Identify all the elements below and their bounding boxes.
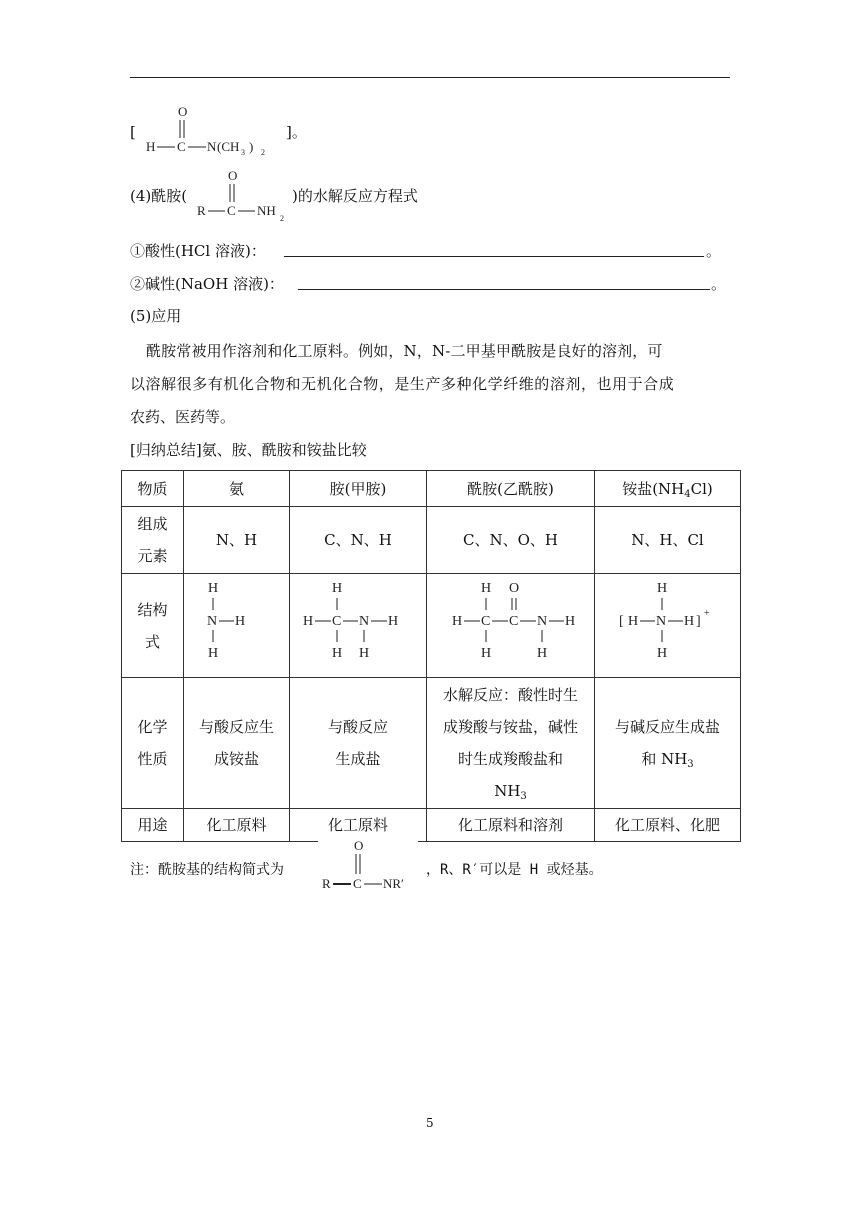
svg-text:H: H <box>235 614 246 629</box>
close-bracket: ]。 <box>286 123 307 141</box>
structure-amide <box>427 574 595 678</box>
header-amine: 胺(甲胺) <box>290 471 427 507</box>
para-line2: 以溶解很多有机化合物和无机化合物，是生产多种化学纤维的溶剂，也用于合成 <box>130 375 675 393</box>
svg-text:H: H <box>481 646 492 661</box>
table-header-row <box>122 471 741 507</box>
acid-answer-blank[interactable] <box>284 256 704 257</box>
svg-text:H: H <box>359 646 370 661</box>
svg-text:H: H <box>388 614 399 629</box>
base-end: 。 <box>711 275 727 293</box>
acid-end: 。 <box>706 242 722 260</box>
amide-sub2: 2 <box>280 214 284 223</box>
elements-amine: C、N、H <box>290 507 427 574</box>
header-substance: 物质 <box>122 471 184 507</box>
use-ammonia: 化工原料 <box>184 809 290 842</box>
para-line3: 农药、医药等。 <box>130 408 236 426</box>
svg-text:O: O <box>509 581 520 596</box>
base-answer-blank[interactable] <box>298 289 710 290</box>
svg-text:N: N <box>359 614 370 629</box>
acetamide-structure <box>427 574 594 666</box>
header-ammonium-salt: 铵盐$(NH_4Cl)$ <box>595 471 741 507</box>
dmf-o: O <box>178 104 188 119</box>
elements-amide: C、N、O、H <box>427 507 595 574</box>
label-properties: 化学 性质 <box>122 678 184 809</box>
svg-text:+: + <box>704 608 710 619</box>
label-elements: 组成 元素 <box>122 507 184 574</box>
note-prefix: 注：酰胺基的结构简式为 <box>130 862 284 878</box>
props-amide: 水解反应：酸性时生 成羧酸与铵盐，碱性 时生成羧酸盐和 $NH_3$ <box>427 678 595 809</box>
open-bracket: [ <box>130 123 136 141</box>
ammonia-structure <box>184 574 289 666</box>
item5-label: (5)应用 <box>130 307 182 325</box>
item4-label: (4)酰胺( <box>130 187 188 205</box>
group-r: R <box>322 876 331 891</box>
svg-text:H: H <box>684 614 695 629</box>
page-number: 5 <box>426 1116 434 1130</box>
svg-text:H: H <box>537 646 548 661</box>
item4-tail: )的水解反应方程式 <box>292 187 418 205</box>
svg-text:H: H <box>481 581 492 596</box>
svg-text:N: N <box>537 614 548 629</box>
elements-ammonia: N、H <box>184 507 290 574</box>
label-structure: 结构 式 <box>122 574 184 678</box>
svg-text:]: ] <box>696 614 701 629</box>
structure-ammonium-salt <box>595 574 741 678</box>
dmf-close: ) <box>249 139 254 154</box>
dmf-ch3: (CH <box>217 139 240 154</box>
table-row-use <box>122 809 741 842</box>
header-ammonia: 氨 <box>184 471 290 507</box>
dmf-sub3: 3 <box>241 148 245 157</box>
svg-text:H: H <box>657 581 668 596</box>
summary-title: [归纳总结]氨、胺、酰胺和铵盐比较 <box>130 441 367 459</box>
svg-text:N: N <box>207 614 218 629</box>
svg-text:H: H <box>657 646 668 661</box>
props-amine: 与酸反应 生成盐 <box>290 678 427 809</box>
amide-o: O <box>228 168 238 183</box>
svg-text:H: H <box>452 614 463 629</box>
table-row-structure <box>122 574 741 678</box>
header-amide: 酰胺(乙酰胺) <box>427 471 595 507</box>
props-ammonium-salt: 与碱反应生成盐 和 $NH_3$ <box>595 678 741 809</box>
svg-text:C: C <box>332 614 342 629</box>
svg-text:[: [ <box>619 614 624 629</box>
para-line1: 酰胺常被用作溶剂和化工原料。例如，N，N-二甲基甲酰胺是良好的溶剂，可 <box>146 342 663 360</box>
svg-text:H: H <box>208 581 219 596</box>
base-label: ②碱性(NaOH 溶液)： <box>130 275 284 293</box>
methylamine-structure <box>290 574 426 666</box>
header-rule <box>130 77 730 78</box>
table-row-properties <box>122 678 741 809</box>
svg-text:H: H <box>208 646 219 661</box>
svg-text:H: H <box>332 646 343 661</box>
group-nr: NR′ <box>383 876 404 891</box>
dmf-sub2: 2 <box>261 148 265 157</box>
structure-ammonia <box>184 574 290 678</box>
note-suffix: ，R、R′可以是 H 或烃基。 <box>426 862 603 878</box>
dmf-h: H <box>146 139 156 154</box>
svg-text:H: H <box>303 614 314 629</box>
svg-text:C: C <box>481 614 491 629</box>
svg-text:H: H <box>628 614 639 629</box>
svg-text:H: H <box>565 614 576 629</box>
amide-nh: NH <box>257 203 276 218</box>
svg-text:N: N <box>656 614 667 629</box>
acid-label: ①酸性(HCl 溶液)： <box>130 242 266 260</box>
dmf-c: C <box>177 139 186 154</box>
amide-c: C <box>227 203 236 218</box>
use-ammonium-salt: 化工原料、化肥 <box>595 809 741 842</box>
svg-text:C: C <box>509 614 519 629</box>
dmf-structure <box>142 100 282 160</box>
comparison-table <box>121 470 741 842</box>
props-ammonia: 与酸反应生 成铵盐 <box>184 678 290 809</box>
structure-amine <box>290 574 427 678</box>
use-amide: 化工原料和溶剂 <box>427 809 595 842</box>
group-o: O <box>354 838 364 853</box>
use-amine: 化工原料 <box>290 809 427 842</box>
group-c: C <box>353 876 362 891</box>
dmf-n: N <box>207 139 217 154</box>
elements-ammonium-salt: N、H、Cl <box>595 507 741 574</box>
amide-r: R <box>197 203 206 218</box>
svg-text:H: H <box>332 581 343 596</box>
amide-structure <box>194 164 292 224</box>
ammonium-structure <box>595 574 740 666</box>
label-use: 用途 <box>122 809 184 842</box>
table-row-elements <box>122 507 741 574</box>
amide-group-structure <box>318 834 418 896</box>
